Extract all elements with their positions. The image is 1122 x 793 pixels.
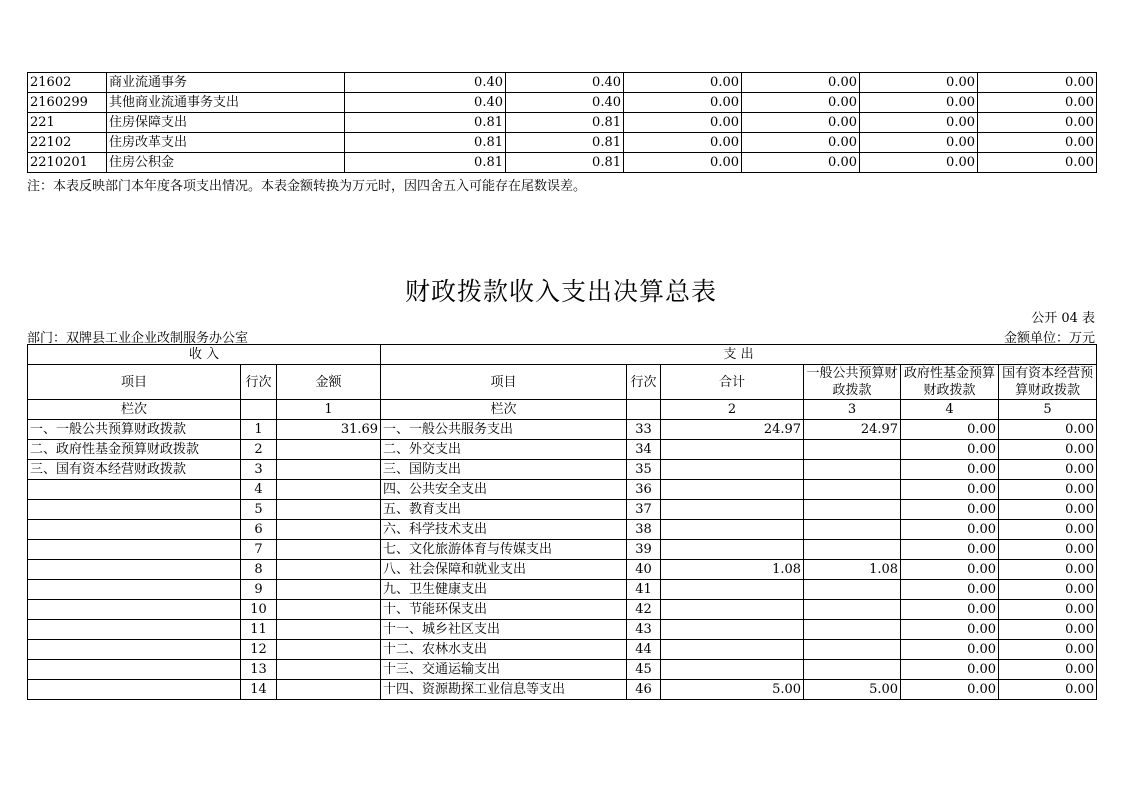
empty-cell <box>241 400 277 420</box>
income-amount-cell <box>277 520 381 540</box>
table-row <box>28 460 1097 480</box>
income-item-cell <box>28 540 241 560</box>
amount-cell: 0.00 <box>860 153 978 173</box>
amount-cell: 0.00 <box>742 73 860 93</box>
income-amount-cell <box>277 540 381 560</box>
expense-row-no-cell: 46 <box>627 680 661 700</box>
income-row-no-cell: 5 <box>241 500 277 520</box>
income-item-cell <box>28 480 241 500</box>
amount-cell: 0.00 <box>624 113 742 133</box>
soe-budget-cell: 0.00 <box>999 620 1097 640</box>
income-item-cell <box>28 660 241 680</box>
total-header: 合计 <box>661 365 804 400</box>
col-index-1: 1 <box>277 400 381 420</box>
amount-cell: 0.81 <box>506 153 624 173</box>
expense-item-cell: 八、社会保障和就业支出 <box>381 560 627 580</box>
income-row-no-cell: 6 <box>241 520 277 540</box>
income-amount-cell <box>277 660 381 680</box>
income-row-no-cell: 14 <box>241 680 277 700</box>
income-item-cell <box>28 580 241 600</box>
name-cell: 商业流通事务 <box>107 73 345 93</box>
total-cell <box>661 580 804 600</box>
expense-item-cell: 一、一般公共服务支出 <box>381 420 627 440</box>
soe-budget-cell: 0.00 <box>999 540 1097 560</box>
expense-row-no-cell: 41 <box>627 580 661 600</box>
amount-cell: 0.00 <box>978 113 1097 133</box>
fund-budget-cell: 0.00 <box>901 560 999 580</box>
income-row-no-cell: 12 <box>241 640 277 660</box>
expense-item-cell: 十一、城乡社区支出 <box>381 620 627 640</box>
column-index-row <box>28 400 1097 420</box>
amount-cell: 0.00 <box>742 133 860 153</box>
expense-item-cell: 七、文化旅游体育与传媒支出 <box>381 540 627 560</box>
amount-cell: 0.40 <box>345 93 506 113</box>
expense-row-no-cell: 44 <box>627 640 661 660</box>
fund-budget-cell: 0.00 <box>901 420 999 440</box>
expense-item-cell: 十、节能环保支出 <box>381 600 627 620</box>
general-budget-header: 一般公共预算财政拨款 <box>804 365 901 400</box>
amount-cell: 0.00 <box>742 113 860 133</box>
amount-cell: 0.00 <box>624 73 742 93</box>
income-row-no-cell: 3 <box>241 460 277 480</box>
income-amount-cell <box>277 580 381 600</box>
fund-budget-cell: 0.00 <box>901 680 999 700</box>
table-row <box>28 420 1097 440</box>
soe-budget-cell: 0.00 <box>999 520 1097 540</box>
expense-row-no-cell: 37 <box>627 500 661 520</box>
expense-row-no-cell: 42 <box>627 600 661 620</box>
total-cell <box>661 460 804 480</box>
fiscal-summary-table <box>27 344 1097 700</box>
expense-row-no-cell: 38 <box>627 520 661 540</box>
column-header-row <box>28 365 1097 400</box>
amount-cell: 0.00 <box>978 153 1097 173</box>
empty-cell <box>627 400 661 420</box>
table-row <box>28 540 1097 560</box>
amount-cell: 0.00 <box>860 93 978 113</box>
general-budget-cell <box>804 500 901 520</box>
income-row-no-cell: 11 <box>241 620 277 640</box>
income-item-cell <box>28 620 241 640</box>
soe-budget-cell: 0.00 <box>999 420 1097 440</box>
amount-cell: 0.81 <box>345 153 506 173</box>
table-row <box>28 640 1097 660</box>
amount-cell: 0.00 <box>624 93 742 113</box>
income-item-header: 项目 <box>28 365 241 400</box>
form-number: 公开 04 表 <box>1031 311 1095 326</box>
income-amount-cell <box>277 560 381 580</box>
general-budget-cell <box>804 580 901 600</box>
table-row <box>28 480 1097 500</box>
expense-row-no-cell: 34 <box>627 440 661 460</box>
col-index-4: 4 <box>901 400 999 420</box>
col-index-3: 3 <box>804 400 901 420</box>
name-cell: 其他商业流通事务支出 <box>107 93 345 113</box>
soe-budget-cell: 0.00 <box>999 660 1097 680</box>
expense-row-no-cell: 35 <box>627 460 661 480</box>
soe-budget-cell: 0.00 <box>999 480 1097 500</box>
expense-row-no-cell: 45 <box>627 660 661 680</box>
amount-cell: 0.00 <box>978 73 1097 93</box>
amount-cell: 0.00 <box>742 93 860 113</box>
general-budget-cell <box>804 480 901 500</box>
total-cell <box>661 620 804 640</box>
general-budget-cell <box>804 620 901 640</box>
soe-budget-cell: 0.00 <box>999 440 1097 460</box>
income-amount-cell <box>277 480 381 500</box>
income-row-no-cell: 10 <box>241 600 277 620</box>
income-amount-cell <box>277 600 381 620</box>
expense-item-cell: 三、国防支出 <box>381 460 627 480</box>
expense-row-no-cell: 40 <box>627 560 661 580</box>
general-budget-cell: 24.97 <box>804 420 901 440</box>
amount-cell: 0.00 <box>860 113 978 133</box>
table-row <box>28 153 1097 173</box>
fund-budget-cell: 0.00 <box>901 460 999 480</box>
expense-item-cell: 五、教育支出 <box>381 500 627 520</box>
expense-row-no-cell: 33 <box>627 420 661 440</box>
income-item-cell <box>28 560 241 580</box>
amount-cell: 0.81 <box>506 133 624 153</box>
soe-budget-cell: 0.00 <box>999 640 1097 660</box>
amount-cell: 0.81 <box>345 133 506 153</box>
income-amount-cell <box>277 680 381 700</box>
amount-unit-label: 金额单位：万元 <box>1003 331 1095 346</box>
expense-item-cell: 六、科学技术支出 <box>381 520 627 540</box>
expense-row-no-cell: 43 <box>627 620 661 640</box>
table-row <box>28 580 1097 600</box>
fund-budget-cell: 0.00 <box>901 440 999 460</box>
fund-budget-cell: 0.00 <box>901 620 999 640</box>
col-label-expense: 栏次 <box>381 400 627 420</box>
income-amount-cell <box>277 460 381 480</box>
code-cell: 21602 <box>28 73 107 93</box>
income-row-no-cell: 4 <box>241 480 277 500</box>
fund-budget-cell: 0.00 <box>901 600 999 620</box>
fund-budget-header: 政府性基金预算财政拨款 <box>901 365 999 400</box>
expense-item-header: 项目 <box>381 365 627 400</box>
amount-cell: 0.81 <box>506 113 624 133</box>
expense-row-no-cell: 39 <box>627 540 661 560</box>
fund-budget-cell: 0.00 <box>901 540 999 560</box>
table-row <box>28 440 1097 460</box>
amount-cell: 0.40 <box>506 93 624 113</box>
table-row <box>28 660 1097 680</box>
code-cell: 2210201 <box>28 153 107 173</box>
amount-cell: 0.00 <box>860 133 978 153</box>
section-header-row <box>28 345 1097 365</box>
fund-budget-cell: 0.00 <box>901 580 999 600</box>
fund-budget-cell: 0.00 <box>901 480 999 500</box>
code-cell: 221 <box>28 113 107 133</box>
total-cell <box>661 600 804 620</box>
expense-row-no-header: 行次 <box>627 365 661 400</box>
amount-cell: 0.00 <box>978 133 1097 153</box>
income-header: 收 入 <box>28 345 381 365</box>
income-amount-cell <box>277 500 381 520</box>
soe-budget-cell: 0.00 <box>999 500 1097 520</box>
total-cell: 1.08 <box>661 560 804 580</box>
general-budget-cell: 5.00 <box>804 680 901 700</box>
expense-item-cell: 九、卫生健康支出 <box>381 580 627 600</box>
soe-budget-cell: 0.00 <box>999 560 1097 580</box>
income-row-no-cell: 9 <box>241 580 277 600</box>
income-row-no-cell: 7 <box>241 540 277 560</box>
name-cell: 住房保障支出 <box>107 113 345 133</box>
table-row <box>28 680 1097 700</box>
expense-item-cell: 十四、资源勘探工业信息等支出 <box>381 680 627 700</box>
income-row-no-header: 行次 <box>241 365 277 400</box>
total-cell <box>661 640 804 660</box>
expense-item-cell: 二、外交支出 <box>381 440 627 460</box>
income-amount-cell: 31.69 <box>277 420 381 440</box>
income-item-cell <box>28 680 241 700</box>
total-cell <box>661 520 804 540</box>
income-item-cell <box>28 640 241 660</box>
soe-budget-cell: 0.00 <box>999 460 1097 480</box>
table-row <box>28 600 1097 620</box>
total-cell <box>661 540 804 560</box>
total-cell <box>661 500 804 520</box>
income-row-no-cell: 13 <box>241 660 277 680</box>
general-budget-cell: 1.08 <box>804 560 901 580</box>
total-cell <box>661 440 804 460</box>
expense-header: 支 出 <box>381 345 1097 365</box>
income-item-cell: 一、一般公共预算财政拨款 <box>28 420 241 440</box>
table-row <box>28 560 1097 580</box>
department-label: 部门：双牌县工业企业改制服务办公室 <box>27 331 249 346</box>
total-cell: 24.97 <box>661 420 804 440</box>
amount-cell: 0.00 <box>860 73 978 93</box>
table-row <box>28 93 1097 113</box>
general-budget-cell <box>804 440 901 460</box>
amount-cell: 0.00 <box>978 93 1097 113</box>
amount-cell: 0.40 <box>345 73 506 93</box>
fund-budget-cell: 0.00 <box>901 660 999 680</box>
income-item-cell <box>28 520 241 540</box>
general-budget-cell <box>804 540 901 560</box>
income-item-cell: 二、政府性基金预算财政拨款 <box>28 440 241 460</box>
income-row-no-cell: 8 <box>241 560 277 580</box>
table-row <box>28 520 1097 540</box>
soe-budget-cell: 0.00 <box>999 600 1097 620</box>
table-row <box>28 500 1097 520</box>
expense-item-cell: 十三、交通运输支出 <box>381 660 627 680</box>
amount-cell: 0.81 <box>345 113 506 133</box>
amount-cell: 0.00 <box>742 153 860 173</box>
amount-cell: 0.40 <box>506 73 624 93</box>
amount-cell: 0.00 <box>624 153 742 173</box>
table-note: 注：本表反映部门本年度各项支出情况。本表金额转换为万元时，因四舍五入可能存在尾数误差。 <box>27 179 587 194</box>
amount-cell: 0.00 <box>624 133 742 153</box>
col-index-2: 2 <box>661 400 804 420</box>
income-item-cell: 三、国有资本经营财政拨款 <box>28 460 241 480</box>
general-budget-cell <box>804 640 901 660</box>
table-row <box>28 620 1097 640</box>
general-budget-cell <box>804 460 901 480</box>
page-title: 财政拨款收入支出决算总表 <box>404 277 717 306</box>
income-amount-cell <box>277 640 381 660</box>
col-label-income: 栏次 <box>28 400 241 420</box>
general-budget-cell <box>804 600 901 620</box>
income-amount-cell <box>277 620 381 640</box>
expense-item-cell: 四、公共安全支出 <box>381 480 627 500</box>
general-budget-cell <box>804 520 901 540</box>
col-index-5: 5 <box>999 400 1097 420</box>
fund-budget-cell: 0.00 <box>901 500 999 520</box>
expense-detail-table <box>27 72 1097 173</box>
name-cell: 住房改革支出 <box>107 133 345 153</box>
general-budget-cell <box>804 660 901 680</box>
income-row-no-cell: 2 <box>241 440 277 460</box>
income-item-cell <box>28 600 241 620</box>
total-cell <box>661 660 804 680</box>
income-row-no-cell: 1 <box>241 420 277 440</box>
table-row <box>28 133 1097 153</box>
name-cell: 住房公积金 <box>107 153 345 173</box>
soe-budget-header: 国有资本经营预算财政拨款 <box>999 365 1097 400</box>
total-cell: 5.00 <box>661 680 804 700</box>
income-amount-cell <box>277 440 381 460</box>
expense-item-cell: 十二、农林水支出 <box>381 640 627 660</box>
table-row <box>28 113 1097 133</box>
code-cell: 22102 <box>28 133 107 153</box>
code-cell: 2160299 <box>28 93 107 113</box>
expense-row-no-cell: 36 <box>627 480 661 500</box>
soe-budget-cell: 0.00 <box>999 580 1097 600</box>
fund-budget-cell: 0.00 <box>901 520 999 540</box>
total-cell <box>661 480 804 500</box>
table-row <box>28 73 1097 93</box>
income-item-cell <box>28 500 241 520</box>
fund-budget-cell: 0.00 <box>901 640 999 660</box>
income-amount-header: 金额 <box>277 365 381 400</box>
soe-budget-cell: 0.00 <box>999 680 1097 700</box>
